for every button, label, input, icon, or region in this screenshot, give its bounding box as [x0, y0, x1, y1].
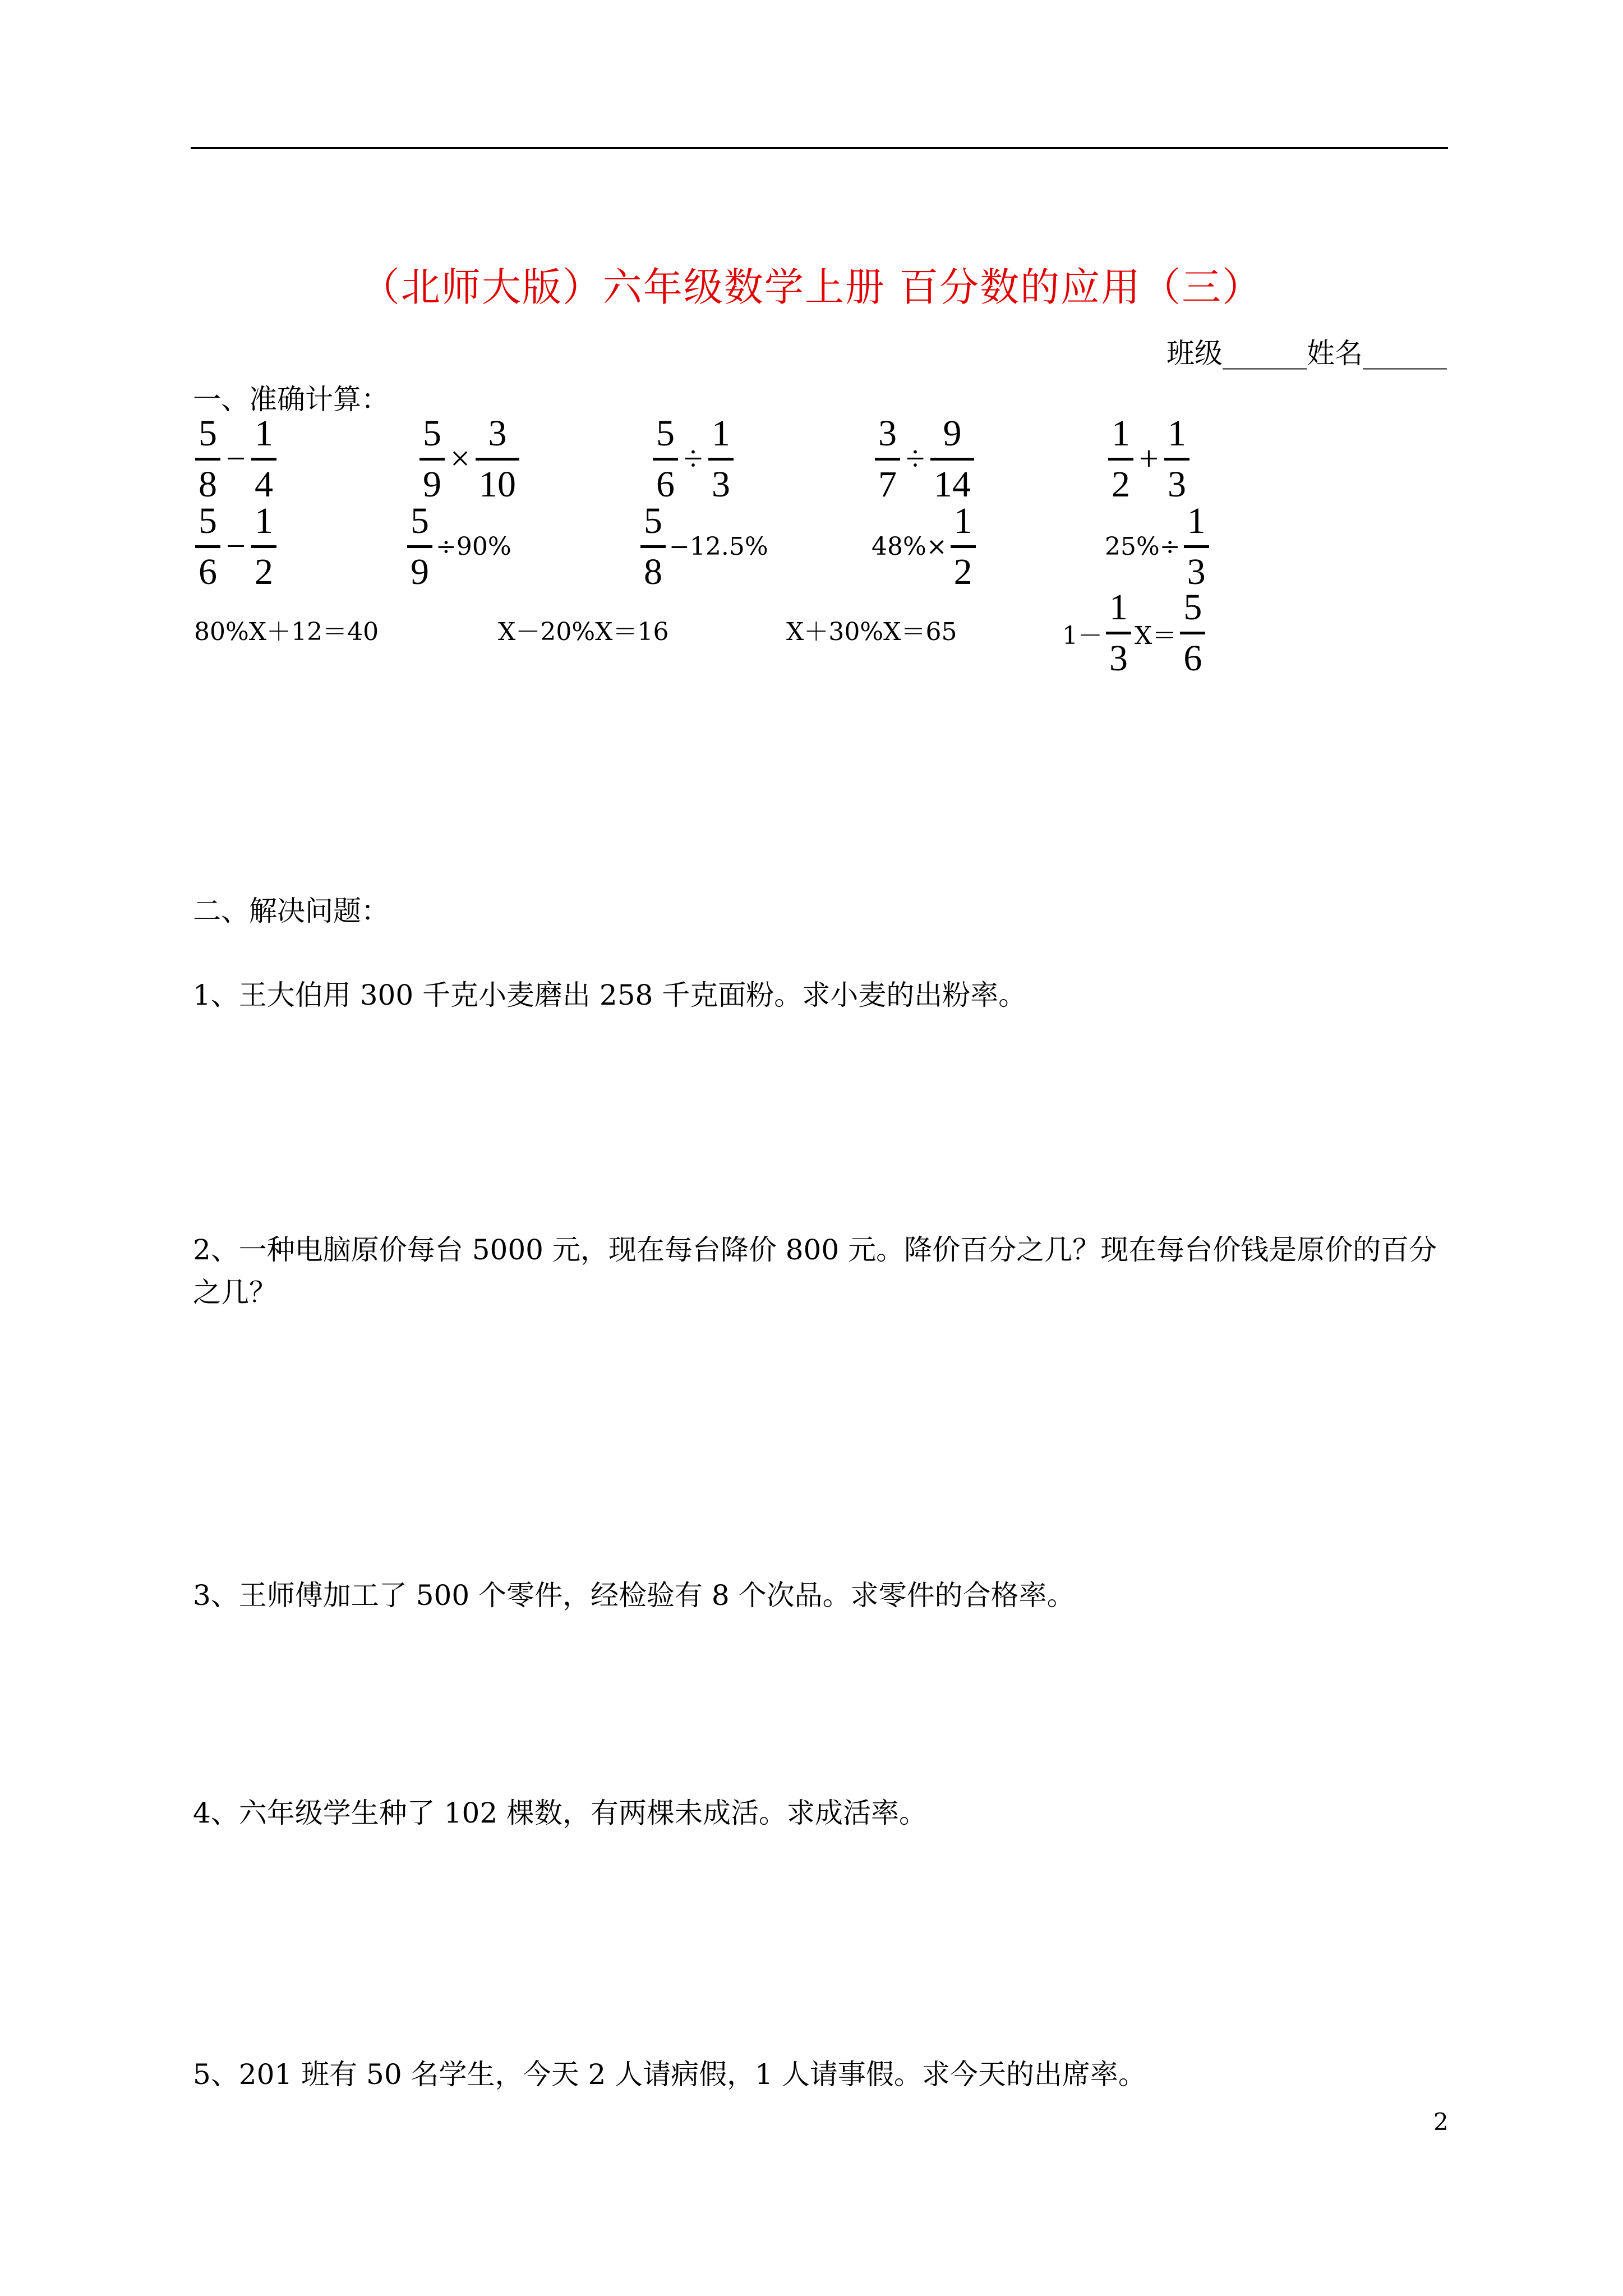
- equation-2: X－20%X＝16: [498, 618, 669, 646]
- equation-4: [1059, 589, 1205, 677]
- numerator: 1: [254, 413, 273, 454]
- denominator: 4: [251, 458, 276, 503]
- fraction: [476, 415, 519, 503]
- operator: ÷: [906, 440, 925, 478]
- calc-row1-item-4: [875, 415, 974, 503]
- numerator: 5: [644, 500, 662, 541]
- problem-3: 3、王师傅加工了 500 个零件，经检验有 8 个次品。求零件的合格率。: [193, 1579, 1075, 1612]
- denominator: 9: [419, 458, 445, 503]
- fraction: [195, 500, 220, 592]
- numerator: 3: [488, 413, 507, 454]
- fraction: [1106, 589, 1131, 677]
- calc-row2-item-2: [407, 500, 515, 592]
- fraction: [1108, 415, 1133, 503]
- numerator: 1: [1187, 500, 1206, 541]
- operator: ÷: [684, 440, 703, 478]
- denominator: 7: [875, 458, 900, 503]
- operator: +: [1139, 440, 1159, 478]
- denominator: 6: [653, 458, 678, 503]
- calc-row1-item-5: [1108, 415, 1189, 503]
- numerator: 1: [712, 413, 731, 454]
- expression-mid: X＝: [1135, 621, 1177, 650]
- calc-row2-item-4: [868, 500, 976, 592]
- numerator: 5: [656, 413, 675, 454]
- calc-row1-item-3: [653, 415, 734, 503]
- numerator: 1: [1167, 413, 1186, 454]
- denominator: 6: [1180, 632, 1205, 677]
- problem-2: 2、一种电脑原价每台 5000 元，现在每台降价 800 元。降价百分之几？现在每台价钱是原价的百分之几？: [193, 1234, 1437, 1309]
- fraction: [251, 415, 276, 503]
- denominator: 8: [640, 545, 666, 591]
- expression-head: 1－: [1062, 621, 1103, 650]
- numerator: 1: [1109, 587, 1128, 628]
- calc-row2-item-5: [1101, 500, 1209, 592]
- denominator: 3: [1184, 545, 1209, 591]
- section-calculation-heading: 一、准确计算：: [193, 383, 389, 416]
- numerator: 9: [943, 413, 962, 454]
- fraction: [653, 415, 678, 503]
- denominator: 10: [476, 458, 519, 503]
- header-rule: [191, 147, 1448, 149]
- calc-row2-item-1: [195, 500, 276, 592]
- denominator: 3: [708, 458, 734, 503]
- numerator: 5: [423, 413, 441, 454]
- class-name-line: 班级______姓名______: [1166, 337, 1447, 370]
- fraction: [951, 500, 976, 592]
- numerator: 3: [878, 413, 897, 454]
- operator: ×: [450, 440, 470, 478]
- numerator: 1: [953, 500, 972, 541]
- fraction: [419, 415, 445, 503]
- expression-head: 48%×: [872, 532, 947, 561]
- numerator: 1: [254, 500, 273, 541]
- fraction: [708, 415, 734, 503]
- page-title: （北师大版）六年级数学上册 百分数的应用（三）: [360, 264, 1263, 310]
- numerator: 5: [411, 500, 429, 541]
- numerator: 5: [199, 413, 217, 454]
- denominator: 3: [1164, 458, 1189, 503]
- denominator: 9: [407, 545, 432, 591]
- fraction: [1164, 415, 1189, 503]
- section-problems-heading: 二、解决问题：: [193, 895, 389, 927]
- expression-tail: ÷90%: [436, 532, 511, 561]
- fraction: [930, 415, 974, 503]
- numerator: 1: [1112, 413, 1130, 454]
- fraction: [251, 500, 276, 592]
- fraction: [407, 500, 432, 592]
- expression-tail: −12.5%: [669, 532, 768, 561]
- equation-3: X＋30%X＝65: [786, 618, 957, 646]
- equation-1: 80%X＋12＝40: [194, 618, 379, 646]
- problem-1: 1、王大伯用 300 千克小麦磨出 258 千克面粉。求小麦的出粉率。: [193, 979, 1027, 1011]
- calc-row1-item-2: [419, 415, 519, 503]
- denominator: 8: [195, 458, 220, 503]
- denominator: 2: [951, 545, 976, 591]
- calc-row2-item-3: [640, 500, 772, 592]
- fraction: [640, 500, 666, 592]
- denominator: 2: [251, 545, 276, 591]
- fraction: [195, 415, 220, 503]
- operator: −: [226, 440, 246, 478]
- operator: −: [226, 527, 246, 565]
- denominator: 6: [195, 545, 220, 591]
- denominator: 2: [1108, 458, 1133, 503]
- numerator: 5: [199, 500, 217, 541]
- calc-row1-item-1: [195, 415, 276, 503]
- problem-4: 4、六年级学生种了 102 棵数，有两棵未成活。求成活率。: [193, 1797, 928, 1829]
- denominator: 3: [1106, 632, 1131, 677]
- problem-5: 5、201 班有 50 名学生，今天 2 人请病假，1 人请事假。求今天的出席率。: [193, 2058, 1146, 2091]
- page-number: 2: [1433, 2108, 1449, 2136]
- fraction: [875, 415, 900, 503]
- expression-head: 25%÷: [1105, 532, 1181, 561]
- numerator: 5: [1183, 587, 1202, 628]
- fraction: [1184, 500, 1209, 592]
- fraction: [1180, 589, 1205, 677]
- denominator: 14: [930, 458, 974, 503]
